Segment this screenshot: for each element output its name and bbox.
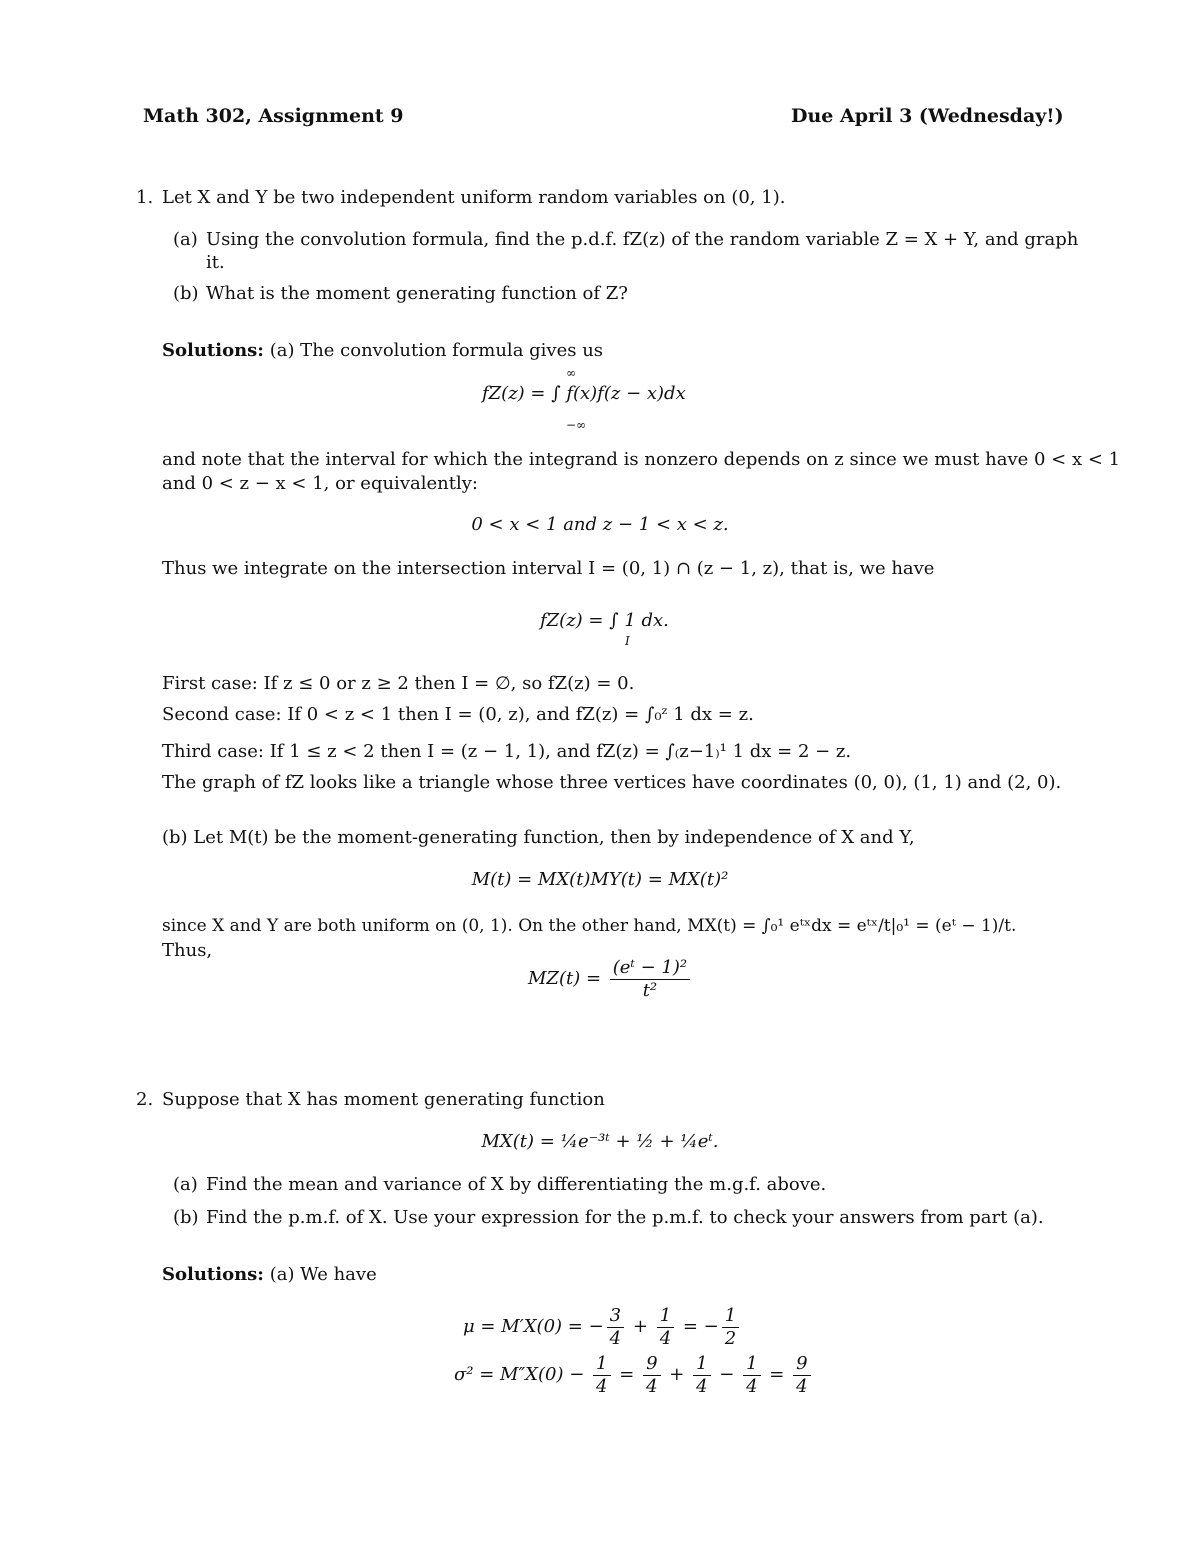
problem-1-number: 1. <box>136 187 154 208</box>
fraction-9-4 <box>793 1353 810 1398</box>
case-first: First case: If z ≤ 0 or z ≥ 2 then I = ∅, so fZ(z) = 0. <box>162 673 635 694</box>
equation-convolution-upper: ∞ <box>566 366 576 380</box>
problem-1b-label: (b) <box>173 283 199 304</box>
problem-2a-text: Find the mean and variance of X by differentiating the m.g.f. above. <box>206 1174 827 1195</box>
equation-mz-numerator: (eᵗ − 1)² <box>610 957 690 980</box>
solution-1-intro: (a) The convolution formula gives us <box>269 340 604 361</box>
fraction-numerator: 3 <box>607 1305 624 1328</box>
text-thus: Thus, <box>162 940 213 961</box>
solution-2-intro: (a) We have <box>269 1264 377 1285</box>
fraction-denominator: 2 <box>724 1327 737 1349</box>
fraction-denominator: 4 <box>796 1375 808 1397</box>
problem-1-statement: Let X and Y be two independent uniform random variables on (0, 1). <box>162 187 786 208</box>
fraction-3-4 <box>607 1305 624 1350</box>
fraction-numerator: 1 <box>657 1305 674 1328</box>
problem-1a-label: (a) <box>173 229 198 250</box>
solutions-1-line <box>162 339 603 363</box>
equation-sigma-left: σ² = M″X(0) − <box>454 1364 585 1385</box>
equation-mu-left: μ = M′X(0) = − <box>463 1316 604 1337</box>
problem-1a-line2: it. <box>206 252 225 273</box>
fraction-1-4 <box>657 1305 674 1350</box>
equation-convolution-text: fZ(z) = ∫ f(x)f(z − x)dx <box>482 383 686 404</box>
problem-2-number: 2. <box>136 1089 154 1110</box>
equation-integral-I-subscript: I <box>625 634 630 648</box>
problem-2b-text: Find the p.m.f. of X. Use your expression for the p.m.f. to check your answers from part (a). <box>206 1207 1044 1228</box>
minus-sign: − <box>719 1364 735 1385</box>
case-third: Third case: If 1 ≤ z < 2 then I = (z − 1, 1), and fZ(z) = ∫₍z−1₎¹ 1 dx = 2 − z. <box>162 741 852 762</box>
fraction-denominator: 4 <box>746 1375 758 1397</box>
problem-2b-label: (b) <box>173 1207 199 1228</box>
fraction-9-4 <box>643 1353 660 1398</box>
fraction-denominator: 4 <box>596 1375 608 1397</box>
equation-convolution-lower: −∞ <box>566 418 587 432</box>
equation-mz <box>528 955 693 1003</box>
fraction-numerator: 9 <box>643 1353 660 1376</box>
fraction-numerator: 1 <box>593 1353 610 1376</box>
fraction-denominator: 4 <box>609 1327 622 1349</box>
equation-mz-denominator: t² <box>642 979 658 1001</box>
fraction-denominator: 4 <box>646 1375 658 1397</box>
problem-1b-text: What is the moment generating function of Z? <box>206 283 628 304</box>
fraction-1-4 <box>743 1353 760 1398</box>
solutions-2-label: Solutions: <box>162 1264 264 1285</box>
equation-sigma <box>454 1351 814 1399</box>
fraction-1-4 <box>593 1353 610 1398</box>
text-interval-line1: and note that the interval for which the integrand is nonzero depends on z since we must have 0 < x < 1 <box>162 449 1121 470</box>
problem-1a-line1: Using the convolution formula, find the p.d.f. fZ(z) of the random variable Z = X + Y, and graph <box>206 229 1079 250</box>
text-uniform: since X and Y are both uniform on (0, 1). On the other hand, MX(t) = ∫₀¹ eᵗˣdx = eᵗˣ/t|₀¹ = (eᵗ − 1)/t. <box>162 916 1017 936</box>
problem-2a-label: (a) <box>173 1174 198 1195</box>
equation-mgf-x: MX(t) = ¼e⁻³ᵗ + ½ + ¼eᵗ. <box>481 1131 719 1152</box>
fraction-1-2 <box>722 1305 739 1350</box>
fraction-numerator: 9 <box>793 1353 810 1376</box>
case-second: Second case: If 0 < z < 1 then I = (0, z), and fZ(z) = ∫₀ᶻ 1 dx = z. <box>162 704 754 725</box>
solutions-label: Solutions: <box>162 340 264 361</box>
fraction-1-4 <box>693 1353 710 1398</box>
equation-interval: 0 < x < 1 and z − 1 < x < z. <box>471 514 729 535</box>
graph-description: The graph of fZ looks like a triangle whose three vertices have coordinates (0, 0), (1, 1) and (2, 0). <box>162 772 1062 793</box>
equals-minus-sign: = − <box>682 1316 719 1337</box>
plus-sign: + <box>632 1316 648 1337</box>
course-title: Math 302, Assignment 9 <box>143 105 404 127</box>
fraction-numerator: 1 <box>693 1353 710 1376</box>
equation-integral-I: fZ(z) = ∫ 1 dx. <box>540 610 669 631</box>
equals-sign: = <box>619 1364 635 1385</box>
problem-2-statement: Suppose that X has moment generating function <box>162 1089 605 1110</box>
fraction-numerator: 1 <box>722 1305 739 1328</box>
solutions-2-line <box>162 1263 377 1287</box>
fraction-numerator: 1 <box>743 1353 760 1376</box>
equals-sign: = <box>769 1364 785 1385</box>
equation-mgf-product: M(t) = MX(t)MY(t) = MX(t)² <box>471 869 729 890</box>
equation-mz-fraction <box>610 957 690 1002</box>
text-interval-line2: and 0 < z − x < 1, or equivalently: <box>162 473 478 494</box>
plus-sign: + <box>669 1364 685 1385</box>
text-intersection: Thus we integrate on the intersection interval I = (0, 1) ∩ (z − 1, z), that is, we have <box>162 558 935 579</box>
fraction-denominator: 4 <box>659 1327 672 1349</box>
solution-1b-intro: (b) Let M(t) be the moment-generating function, then by independence of X and Y, <box>162 827 915 848</box>
equation-mz-left: MZ(t) = <box>528 968 602 989</box>
due-date: Due April 3 (Wednesday!) <box>791 105 1064 127</box>
fraction-denominator: 4 <box>696 1375 708 1397</box>
equation-convolution <box>482 382 686 406</box>
equation-mu <box>463 1303 742 1351</box>
